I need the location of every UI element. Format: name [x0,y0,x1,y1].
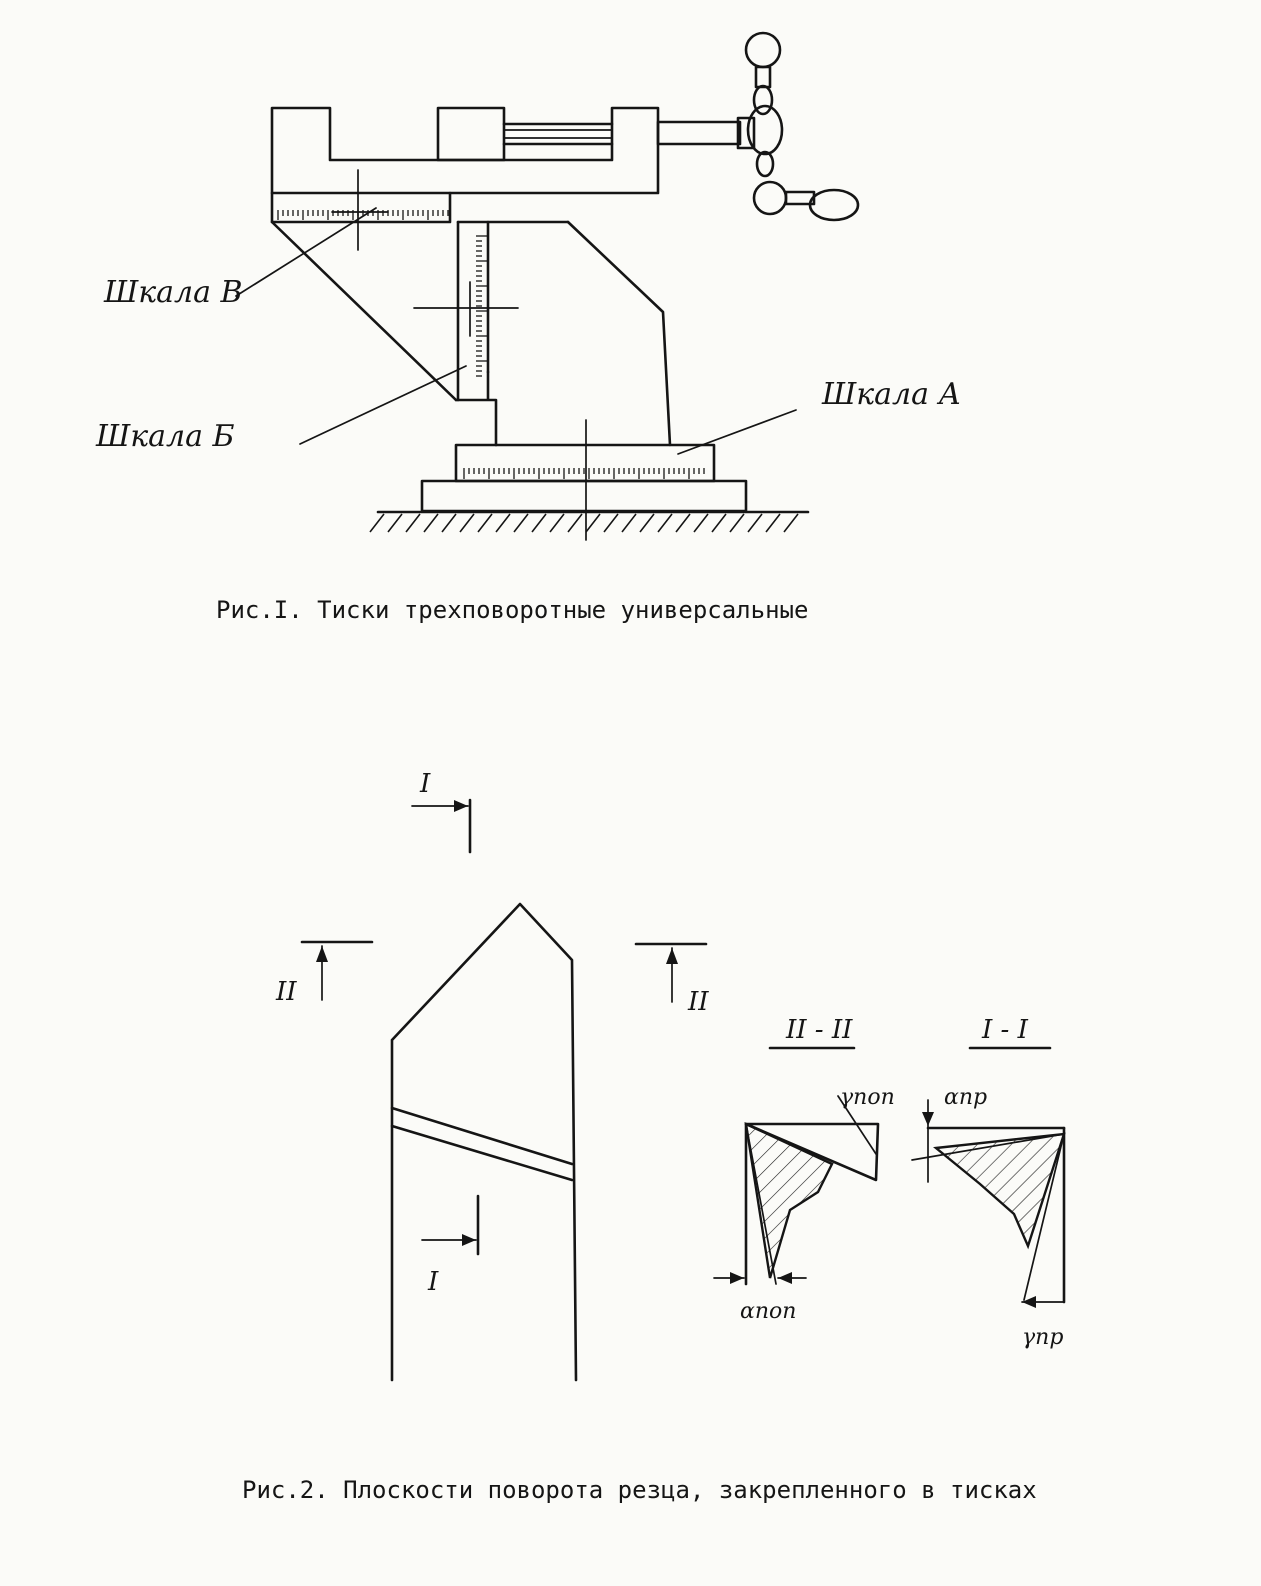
tick-mark [586,514,600,532]
tick-mark [784,514,798,532]
leader-scale-b [300,366,466,444]
tick-mark [658,514,672,532]
angle-gamma-longitudinal: γпр [1022,1325,1064,1350]
tick-mark [388,514,402,532]
tick-mark [766,514,780,532]
section-mark-i-inner [422,1196,478,1254]
vise-screw [504,118,754,148]
label-scale-v: Шкала В [104,275,243,310]
tick-mark [532,514,546,532]
section-mark-i-inner-label: I [428,1267,439,1297]
tick-mark [640,514,654,532]
tick-mark [604,514,618,532]
leader-scale-a [678,410,796,454]
vise-body-right-profile [568,222,670,445]
tick-mark [424,514,438,532]
tick-mark [622,514,636,532]
tick-mark [460,514,474,532]
tick-mark [406,514,420,532]
scale-a-band [456,445,714,481]
tick-mark [496,514,510,532]
tick-mark [676,514,690,532]
section-i-i [912,1048,1064,1308]
tick-mark [550,514,564,532]
vise-stand-neck [456,372,496,445]
vise-movable-jaw [438,108,504,160]
figure-2-caption: Рис.2. Плоскости поворота резца, закрепленного в тисках [242,1476,1037,1504]
scale-b-ticks [476,236,488,376]
label-scale-a: Шкала А [822,377,962,412]
section-ii-ii [714,1048,878,1284]
section-mark-i-top-label: I [420,769,431,799]
scale-a-ticks [464,468,704,479]
section-i-i-title: I - I [982,1015,1028,1045]
tick-mark [514,514,528,532]
tick-mark [748,514,762,532]
section-mark-i-top [412,800,470,852]
cutter-edge-line-lower [392,1126,572,1180]
tick-mark [694,514,708,532]
vise-handle [746,33,858,220]
figure-2-cutter-drawing [275,769,1064,1380]
vise-inclined-support [272,222,456,400]
ground-hatching [370,514,798,532]
tick-mark [370,514,384,532]
section-ii-ii-title: II - II [786,1015,853,1045]
angle-gamma-transverse: γпоп [840,1085,895,1110]
section-mark-ii-right-label: II [688,987,709,1017]
section-mark-ii-left-label: II [276,977,297,1007]
tick-mark [568,514,582,532]
section-mark-ii-left [302,942,372,1000]
angle-alpha-longitudinal: αпр [944,1085,988,1110]
vise-base-plate [422,481,746,511]
tick-mark [730,514,744,532]
figure-1-vise-drawing [95,33,961,540]
cutter-body [392,904,576,1380]
angle-alpha-transverse: αпоп [740,1299,797,1324]
cutter-edge-line-upper [392,1108,572,1164]
label-scale-b: Шкала Б [96,419,235,454]
tick-mark [712,514,726,532]
vise-top-jaw-body [272,108,658,193]
tick-mark [478,514,492,532]
tick-mark [442,514,456,532]
figure-1-caption: Рис.I. Тиски трехповоротные универсальные [216,596,809,624]
